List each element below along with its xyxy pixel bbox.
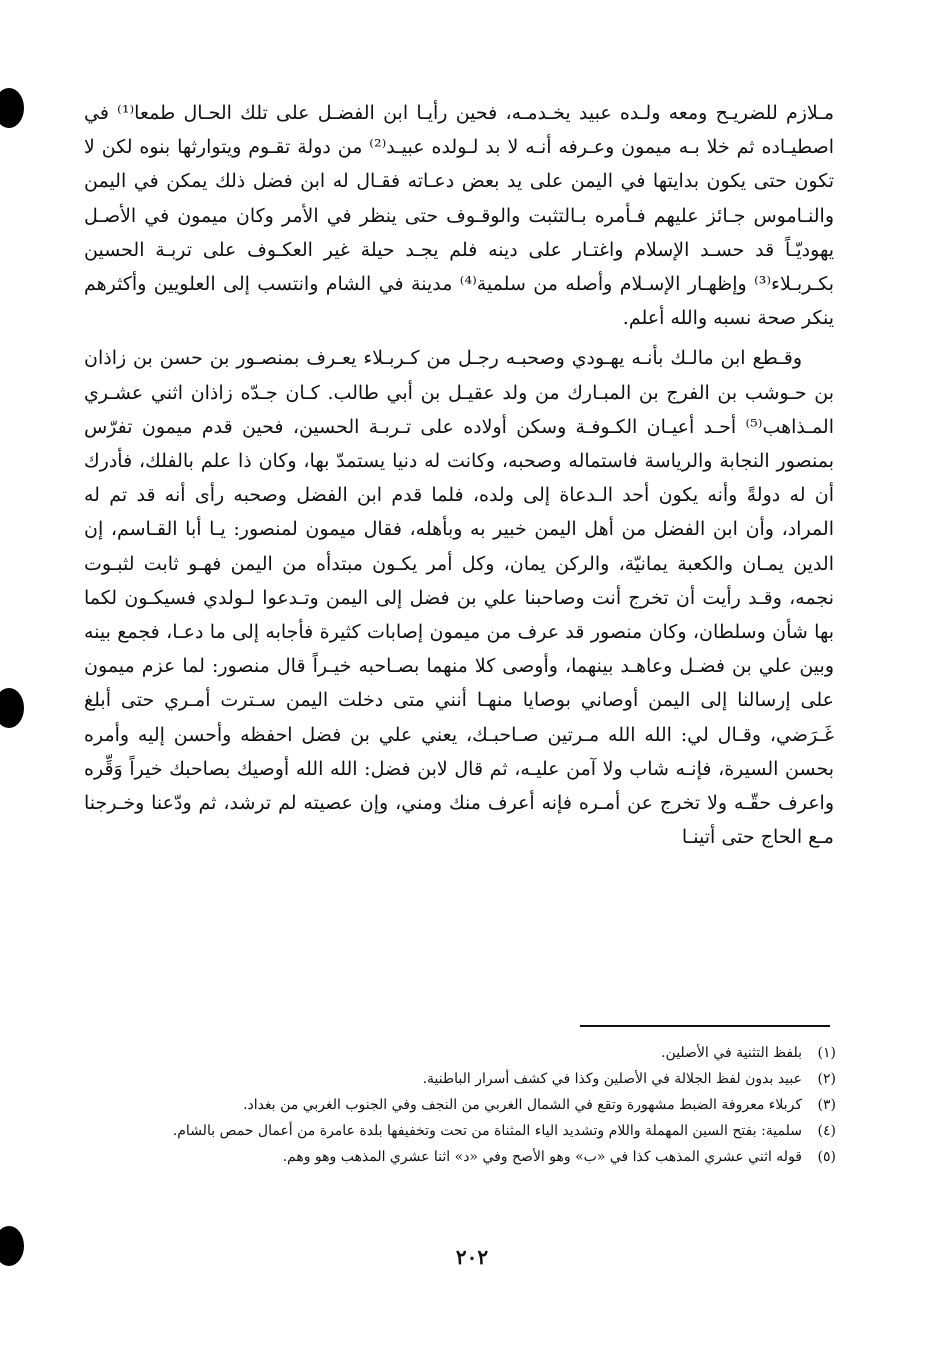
footnote-text: عبيد بدون لفظ الجلالة في الأصلين وكذا في كشف أسرار الباطنية. <box>422 1071 802 1087</box>
footnote-text: كربلاء معروفة الضبط مشهورة وتقع في الشمال الغربي من النجف وفي الجنوب الغربي من بغداد. <box>243 1097 802 1113</box>
footnote-text: قوله اثني عشري المذهب كذا في «ب» وهو الأصح وفي «د» اثنا عشري المذهب وهو وهم. <box>282 1149 802 1165</box>
page-number: ٢٠٢ <box>455 1245 489 1269</box>
footnote <box>100 1121 836 1141</box>
body-text <box>84 96 834 854</box>
footnote-text: سلمية: بفتح السين المهملة واللام وتشديد الياء المثناة من تحت وتخفيفها بلدة عامرة من أعمال حمص بالشام. <box>172 1123 802 1139</box>
footnote-separator <box>580 1025 830 1027</box>
footnotes <box>100 1043 836 1173</box>
binder-hole-mark <box>0 88 24 128</box>
footnote-number: (٢) <box>817 1071 836 1087</box>
footnote-text: بلفظ التثنية في الأصلين. <box>661 1045 802 1061</box>
footnote-number: (١) <box>817 1045 836 1061</box>
paragraph: وقـطع ابن مالـك بأنـه يهـودي وصحبـه رجـل من كـربـلاء يعـرف بمنصـور بن حسن بن زاذان بن حـوشب بن الفرج بن المبـارك من ولد عقيـل بن أبي طالب. كـان جـدّه زاذان اثني عشـري المـذاهب⁽⁵⁾ أحـد أعيـان الكـوفـة وسكن أولاده على تـربـة الحسين، فحين قدم ميمون تفرّس بمنصور النجابة والرياسة فاستماله وصحبه، وكانت له دنيا يستمدّ بها، وكان ذا علم بالفلك، فأدرك أن له دولةً وأنه يكون أحد الـدعاة إلى ولده، فلما قدم ابن الفضل وصحبه رأى أنه قد تم له المراد، وأن ابن الفضل من أهل اليمن خبير به وبأهله، فقال ميمون لمنصور: يـا أبا القـاسم، إن الدين يمـان والكعبة يمانيّة، والركن يمان، وكل أمر يكـون مبتدأه من اليمن فهـو ثابت لثبـوت نجمه، وقـد رأيت أن تخرج أنت وصاحبنا علي بن فضل إلى اليمن وتـدعوا لـولدي فسيكـون لكما بها شأن وسلطان، وكان منصور قد عرف من ميمون إصابات كثيرة فأجابه إلى ما دعـا، فجمع بينه وبين علي بن فضـل وعاهـد بينهما، وأوصى كلا منهما بصـاحبه خيـراً قال منصور: لما عزم ميمون على إرسالنا إلى اليمن أوصاني بوصايا منهـا أنني متى دخلت اليمن سـترت أمـري حتى أبلغ غَـرَضي، وقـال لي: الله الله مـرتين صـاحبـك، يعني علي بن فضل احفظه وأحسن إليه وأمره بحسن السيرة، فإنـه شاب ولا آمن عليـه، ثم قال لابن فضل: الله الله أوصيك بصاحبك خيراً وَقِّره واعرف حقّـه ولا تخرج عن أمـره فإنه أعرف منك ومني، وإن عصيته لم ترشد، ثم ودّعنا وخـرجنا مـع الحاج حتى أتينـا <box>84 347 834 849</box>
footnote <box>100 1147 836 1167</box>
footnote <box>100 1095 836 1115</box>
paragraph: مـلازم للضريـح ومعه ولـده عبيد يخـدمـه، فحين رأيـا ابن الفضـل على تلك الحـال طمعا⁽¹⁾ في اصطيـاده ثم خلا بـه ميمون وعـرفه أنـه لا بد لـولده عبيـد⁽²⁾ من دولة تقـوم ويتوارثها بنوه لكن لا تكون حتى يكون بدايتها في اليمن على يد بعض دعـاته فقـال له ابن فضل ذلك يمكن في اليمن والنـاموس جـائز عليهم فـأمره بـالتثبت والوقـوف حتى ينظر في الأمر وكان ميمون في الأصـل يهوديّـاً قد حسـد الإسلام واغتـار على دينه فلم يجـد حيلة غير العكـوف على تربـة الحسين بكـربـلاء⁽³⁾ وإظهـار الإسـلام وأصله من سلمية⁽⁴⁾ مدينة في الشام وانتسب إلى العلويين وأكثرهم ينكر صحة نسبه والله أعلم. <box>84 102 835 330</box>
binder-hole-mark <box>0 688 24 728</box>
footnote-number: (٣) <box>817 1097 836 1113</box>
footnote <box>100 1069 836 1089</box>
footnote <box>100 1043 836 1063</box>
footnote-number: (٤) <box>817 1123 836 1139</box>
footnote-number: (٥) <box>817 1149 836 1165</box>
